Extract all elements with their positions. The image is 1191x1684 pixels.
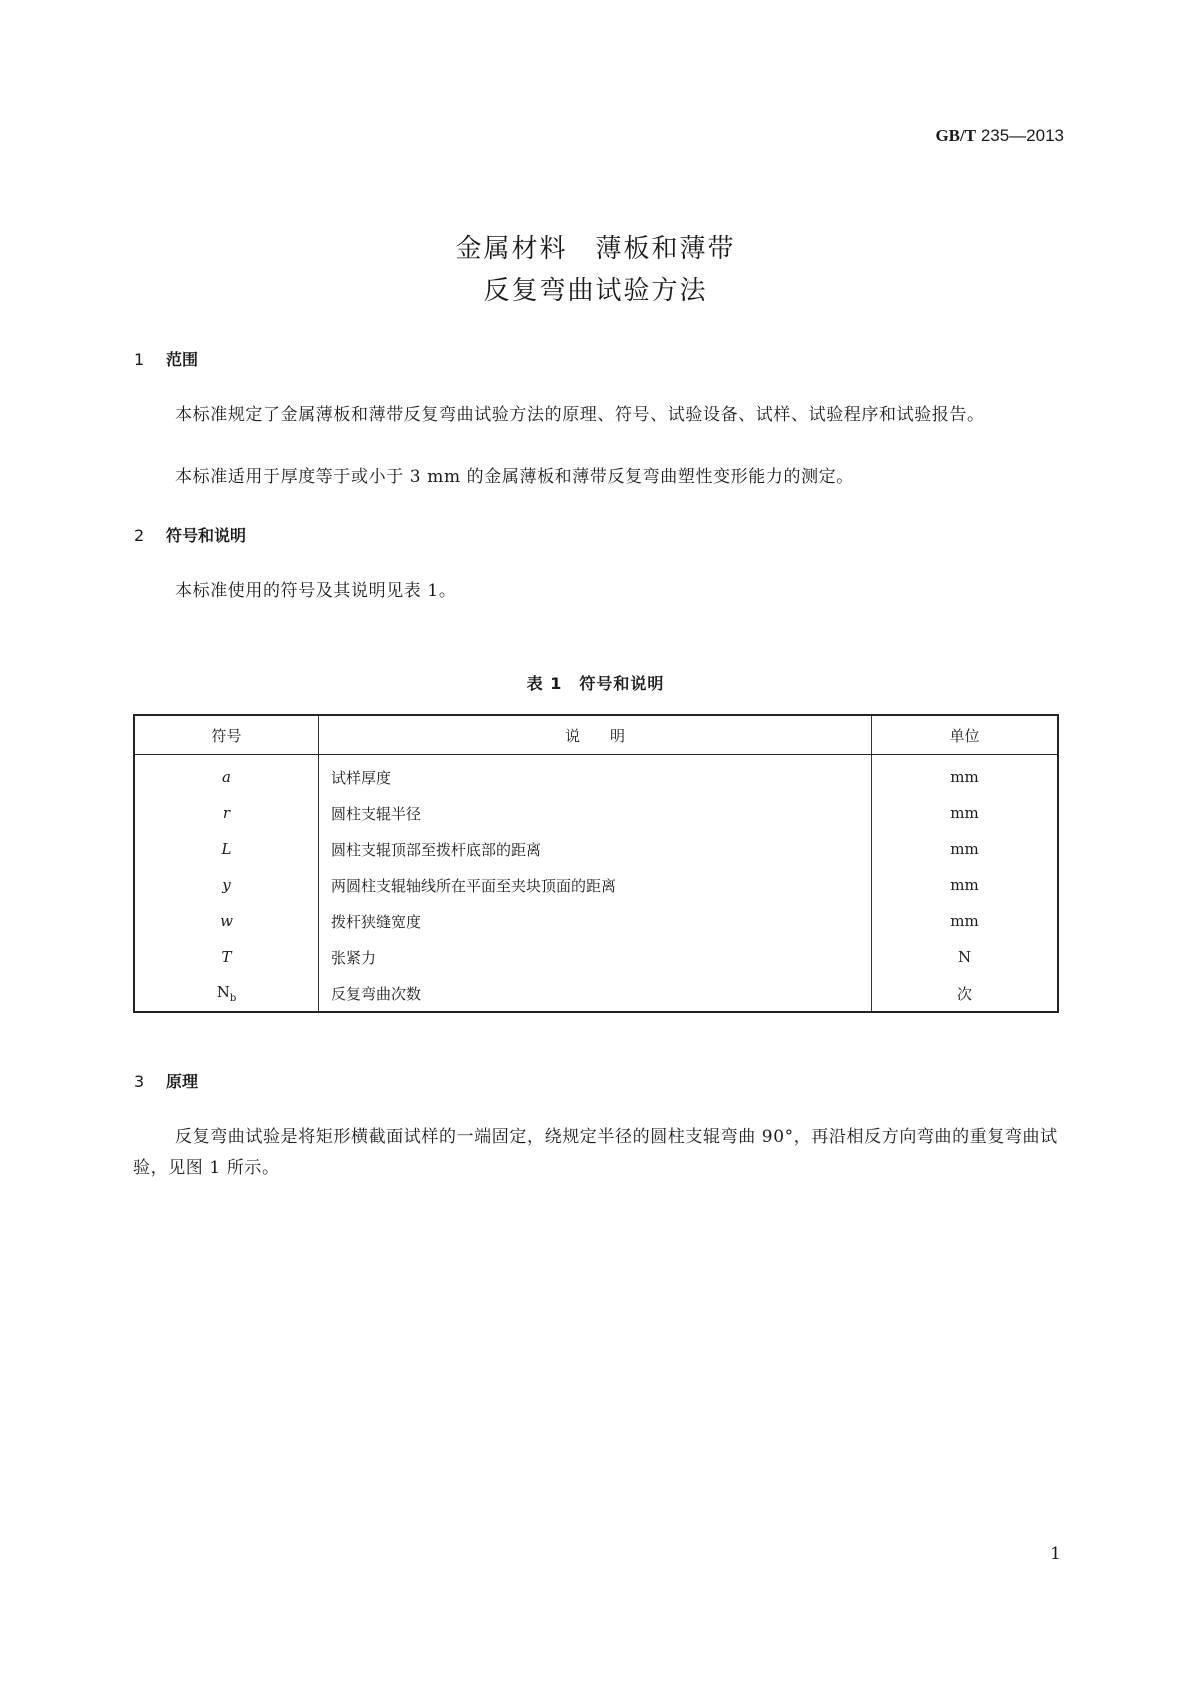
symbols-table (133, 714, 1059, 1013)
standard-prefix: GB/T (935, 126, 977, 145)
section-2-paragraph-1: 本标准使用的符号及其说明见表 1。 (175, 581, 457, 601)
section-3-paragraph-1: 反复弯曲试验是将矩形横截面试样的一端固定，绕规定半径的圆柱支辊弯曲 90°，再沿相反方向弯曲的重复弯曲试验，见图 1 所示。 (133, 1127, 1058, 1178)
document-title-line1: 金属材料 薄板和薄带 (455, 234, 736, 264)
table-row (134, 939, 1058, 975)
standard-number: 235—2013 (980, 126, 1064, 145)
header-unit: 单位 (872, 715, 1059, 755)
section-2-heading (134, 523, 246, 546)
document-title-line2: 反复弯曲试验方法 (483, 276, 708, 306)
page-number: 1 (1050, 1544, 1061, 1564)
section-1-paragraph-1: 本标准规定了金属薄板和薄带反复弯曲试验方法的原理、符号、试验设备、试样、试验程序和试验报告。 (175, 405, 985, 425)
table-row (134, 755, 1058, 796)
section-title: 原理 (166, 1072, 199, 1091)
symbol-cell (134, 975, 319, 1012)
unit-cell: mm (872, 831, 1059, 867)
description-cell: 张紧力 (319, 939, 872, 975)
symbol-cell: L (221, 840, 232, 858)
section-3-heading (134, 1069, 198, 1092)
header-description: 说 明 (319, 715, 872, 755)
table-row (134, 795, 1058, 831)
description-cell: 圆柱支辊半径 (319, 795, 872, 831)
section-1-paragraph-2: 本标准适用于厚度等于或小于 3 mm 的金属薄板和薄带反复弯曲塑性变形能力的测定。 (175, 467, 854, 487)
unit-cell: mm (872, 755, 1059, 796)
section-title: 范围 (166, 350, 199, 369)
table-row (134, 831, 1058, 867)
symbol-cell: r (222, 804, 231, 822)
description-cell: 反复弯曲次数 (319, 975, 872, 1012)
section-number: 1 (134, 350, 145, 369)
symbol-cell: a (222, 768, 231, 786)
symbol-main: N (216, 982, 230, 1001)
symbol-cell: w (220, 912, 233, 930)
table-caption: 表 1 符号和说明 (526, 674, 665, 693)
section-title: 符号和说明 (166, 526, 247, 545)
standard-code (935, 126, 1064, 146)
section-1-heading (134, 347, 198, 370)
unit-cell: mm (872, 867, 1059, 903)
unit-cell: 次 (872, 975, 1059, 1012)
description-cell: 试样厚度 (319, 755, 872, 796)
unit-cell: mm (872, 903, 1059, 939)
symbol-cell: T (221, 948, 232, 966)
unit-cell: N (872, 939, 1059, 975)
table-row (134, 867, 1058, 903)
unit-cell: mm (872, 795, 1059, 831)
symbol-cell: y (222, 876, 231, 894)
description-cell: 圆柱支辊顶部至拨杆底部的距离 (319, 831, 872, 867)
table-row (134, 975, 1058, 1012)
table-header-row (134, 715, 1058, 755)
symbol-subscript: b (229, 992, 237, 1004)
description-cell: 两圆柱支辊轴线所在平面至夹块顶面的距离 (319, 867, 872, 903)
header-symbol: 符号 (134, 715, 319, 755)
table-row (134, 903, 1058, 939)
description-cell: 拨杆狭缝宽度 (319, 903, 872, 939)
section-number: 3 (134, 1072, 145, 1091)
section-number: 2 (134, 526, 145, 545)
